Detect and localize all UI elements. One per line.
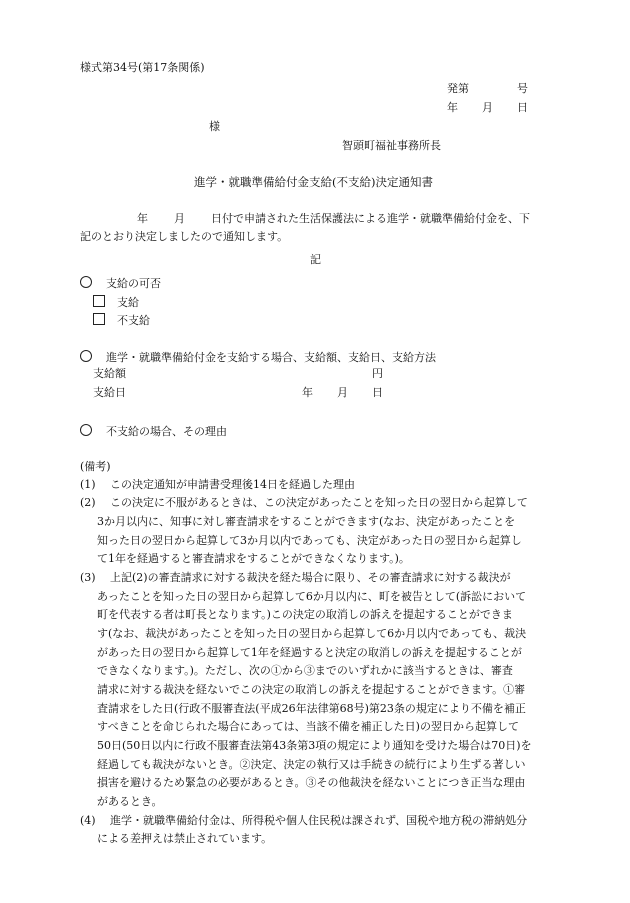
- form-number: 様式第34号(第17条関係): [80, 61, 205, 74]
- payment-date-day: 日: [372, 386, 383, 399]
- circle-bullet-icon: [80, 424, 92, 436]
- note-1-line: この決定通知が申請書受理後14日を経過した理由: [110, 478, 355, 491]
- option-approve-label: 支給: [117, 296, 139, 309]
- note-3-line: 請求に対する裁決を経ないでこの決定の取消しの訴えを提起することができます。①審: [97, 683, 526, 696]
- document-title: 進学・就職準備給付金支給(不支給)決定通知書: [194, 175, 433, 189]
- date-day: 日: [517, 101, 528, 114]
- ki-label: 記: [310, 253, 321, 266]
- payment-date-year: 年: [302, 386, 313, 399]
- option-approve[interactable]: [93, 295, 139, 308]
- note-2-line: この決定に不服があるときは、この決定があったことを知った日の翌日から起算して: [110, 496, 528, 509]
- section-reason: [80, 424, 227, 437]
- notes-heading: (備考): [80, 460, 111, 473]
- checkbox-approve[interactable]: [93, 295, 105, 307]
- note-3-line: 査請求をした日(行政不服審査法(平成26年法律第68号)第23条の規定により不備を補正: [97, 702, 526, 715]
- note-1-number: (1): [80, 478, 96, 491]
- amount-unit: 円: [372, 367, 383, 380]
- note-2-line: 3か月以内に、知事に対し審査請求をすることができます(なお、決定があったことを: [97, 515, 516, 528]
- section-approval-heading: 支給の可否: [106, 277, 161, 290]
- note-3-line: があるとき。: [97, 795, 163, 808]
- note-3-line: すべきことを命じられた場合にあっては、当該不備を補正した日)の翌日から起算して: [97, 720, 519, 733]
- amount-label: 支給額: [93, 367, 126, 380]
- note-3-line: 町を代表する者は町長となります。)この決定の取消しの訴えを提起することができま: [97, 608, 513, 621]
- date-year: 年: [447, 101, 458, 114]
- section-reason-heading: 不支給の場合、その理由: [106, 425, 227, 438]
- issue-number-prefix: 発第: [447, 82, 469, 95]
- note-3-line: 損害を避けるため緊急の必要があるとき。③その他裁決を経ないことにつき正当な理由: [97, 776, 526, 789]
- note-3-line: 経過しても裁決がないとき。②決定、決定の執行又は手続きの続行により生ずる著しい: [97, 758, 526, 771]
- note-2-number: (2): [80, 496, 96, 509]
- option-reject[interactable]: [93, 313, 150, 326]
- intro-month: 月: [174, 212, 185, 225]
- intro-text-line2: 記のとおり決定しましたので通知します。: [80, 230, 289, 243]
- circle-bullet-icon: [80, 350, 92, 362]
- note-4-number: (4): [80, 814, 96, 827]
- circle-bullet-icon: [80, 276, 92, 288]
- note-3-line: 50日(50日以内に行政不服審査法第43条第3項の規定により通知を受けた場合は70日)を: [97, 739, 532, 752]
- intro-text: 日付で申請された生活保護法による進学・就職準備給付金を、下: [211, 212, 530, 225]
- note-3-line: 上記(2)の審査請求に対する裁決を経た場合に限り、その審査請求に対する裁決が: [110, 571, 511, 584]
- issuer: 智頭町福祉事務所長: [342, 139, 441, 152]
- intro-year: 年: [137, 212, 148, 225]
- note-3-line: できなくなります。)。ただし、次の①から③までのいずれかに該当するときは、審査: [97, 664, 513, 677]
- note-3-line: があった日の翌日から起算して1年を経過すると決定の取消しの訴えを提起することが: [97, 646, 522, 659]
- section-approval: [80, 276, 161, 289]
- payment-date-label: 支給日: [93, 386, 126, 399]
- section-payment: [80, 350, 436, 363]
- payment-date-month: 月: [337, 386, 348, 399]
- note-2-line: て1年を経過すると審査請求をすることができなくなります。)。: [97, 552, 410, 565]
- note-3-number: (3): [80, 571, 96, 584]
- section-payment-heading: 進学・就職準備給付金を支給する場合、支給額、支給日、支給方法: [106, 351, 436, 364]
- note-4-line: による差押えは禁止されています。: [97, 832, 273, 845]
- addressee-suffix: 様: [209, 120, 220, 133]
- note-4-line: 進学・就職準備給付金は、所得税や個人住民税は課されず、国税や地方税の滞納処分: [110, 814, 528, 827]
- checkbox-reject[interactable]: [93, 313, 105, 325]
- option-reject-label: 不支給: [117, 314, 150, 327]
- issue-number-suffix: 号: [517, 82, 528, 95]
- note-3-line: す(なお、裁決があったことを知った日の翌日から起算して6か月以内であっても、裁決: [97, 627, 527, 640]
- note-3-line: あったことを知った日の翌日から起算して6か月以内に、町を被告として(訴訟において: [97, 590, 527, 603]
- note-2-line: 知った日の翌日から起算して3か月以内であっても、決定があった日の翌日から起算し: [97, 534, 522, 547]
- date-month: 月: [482, 101, 493, 114]
